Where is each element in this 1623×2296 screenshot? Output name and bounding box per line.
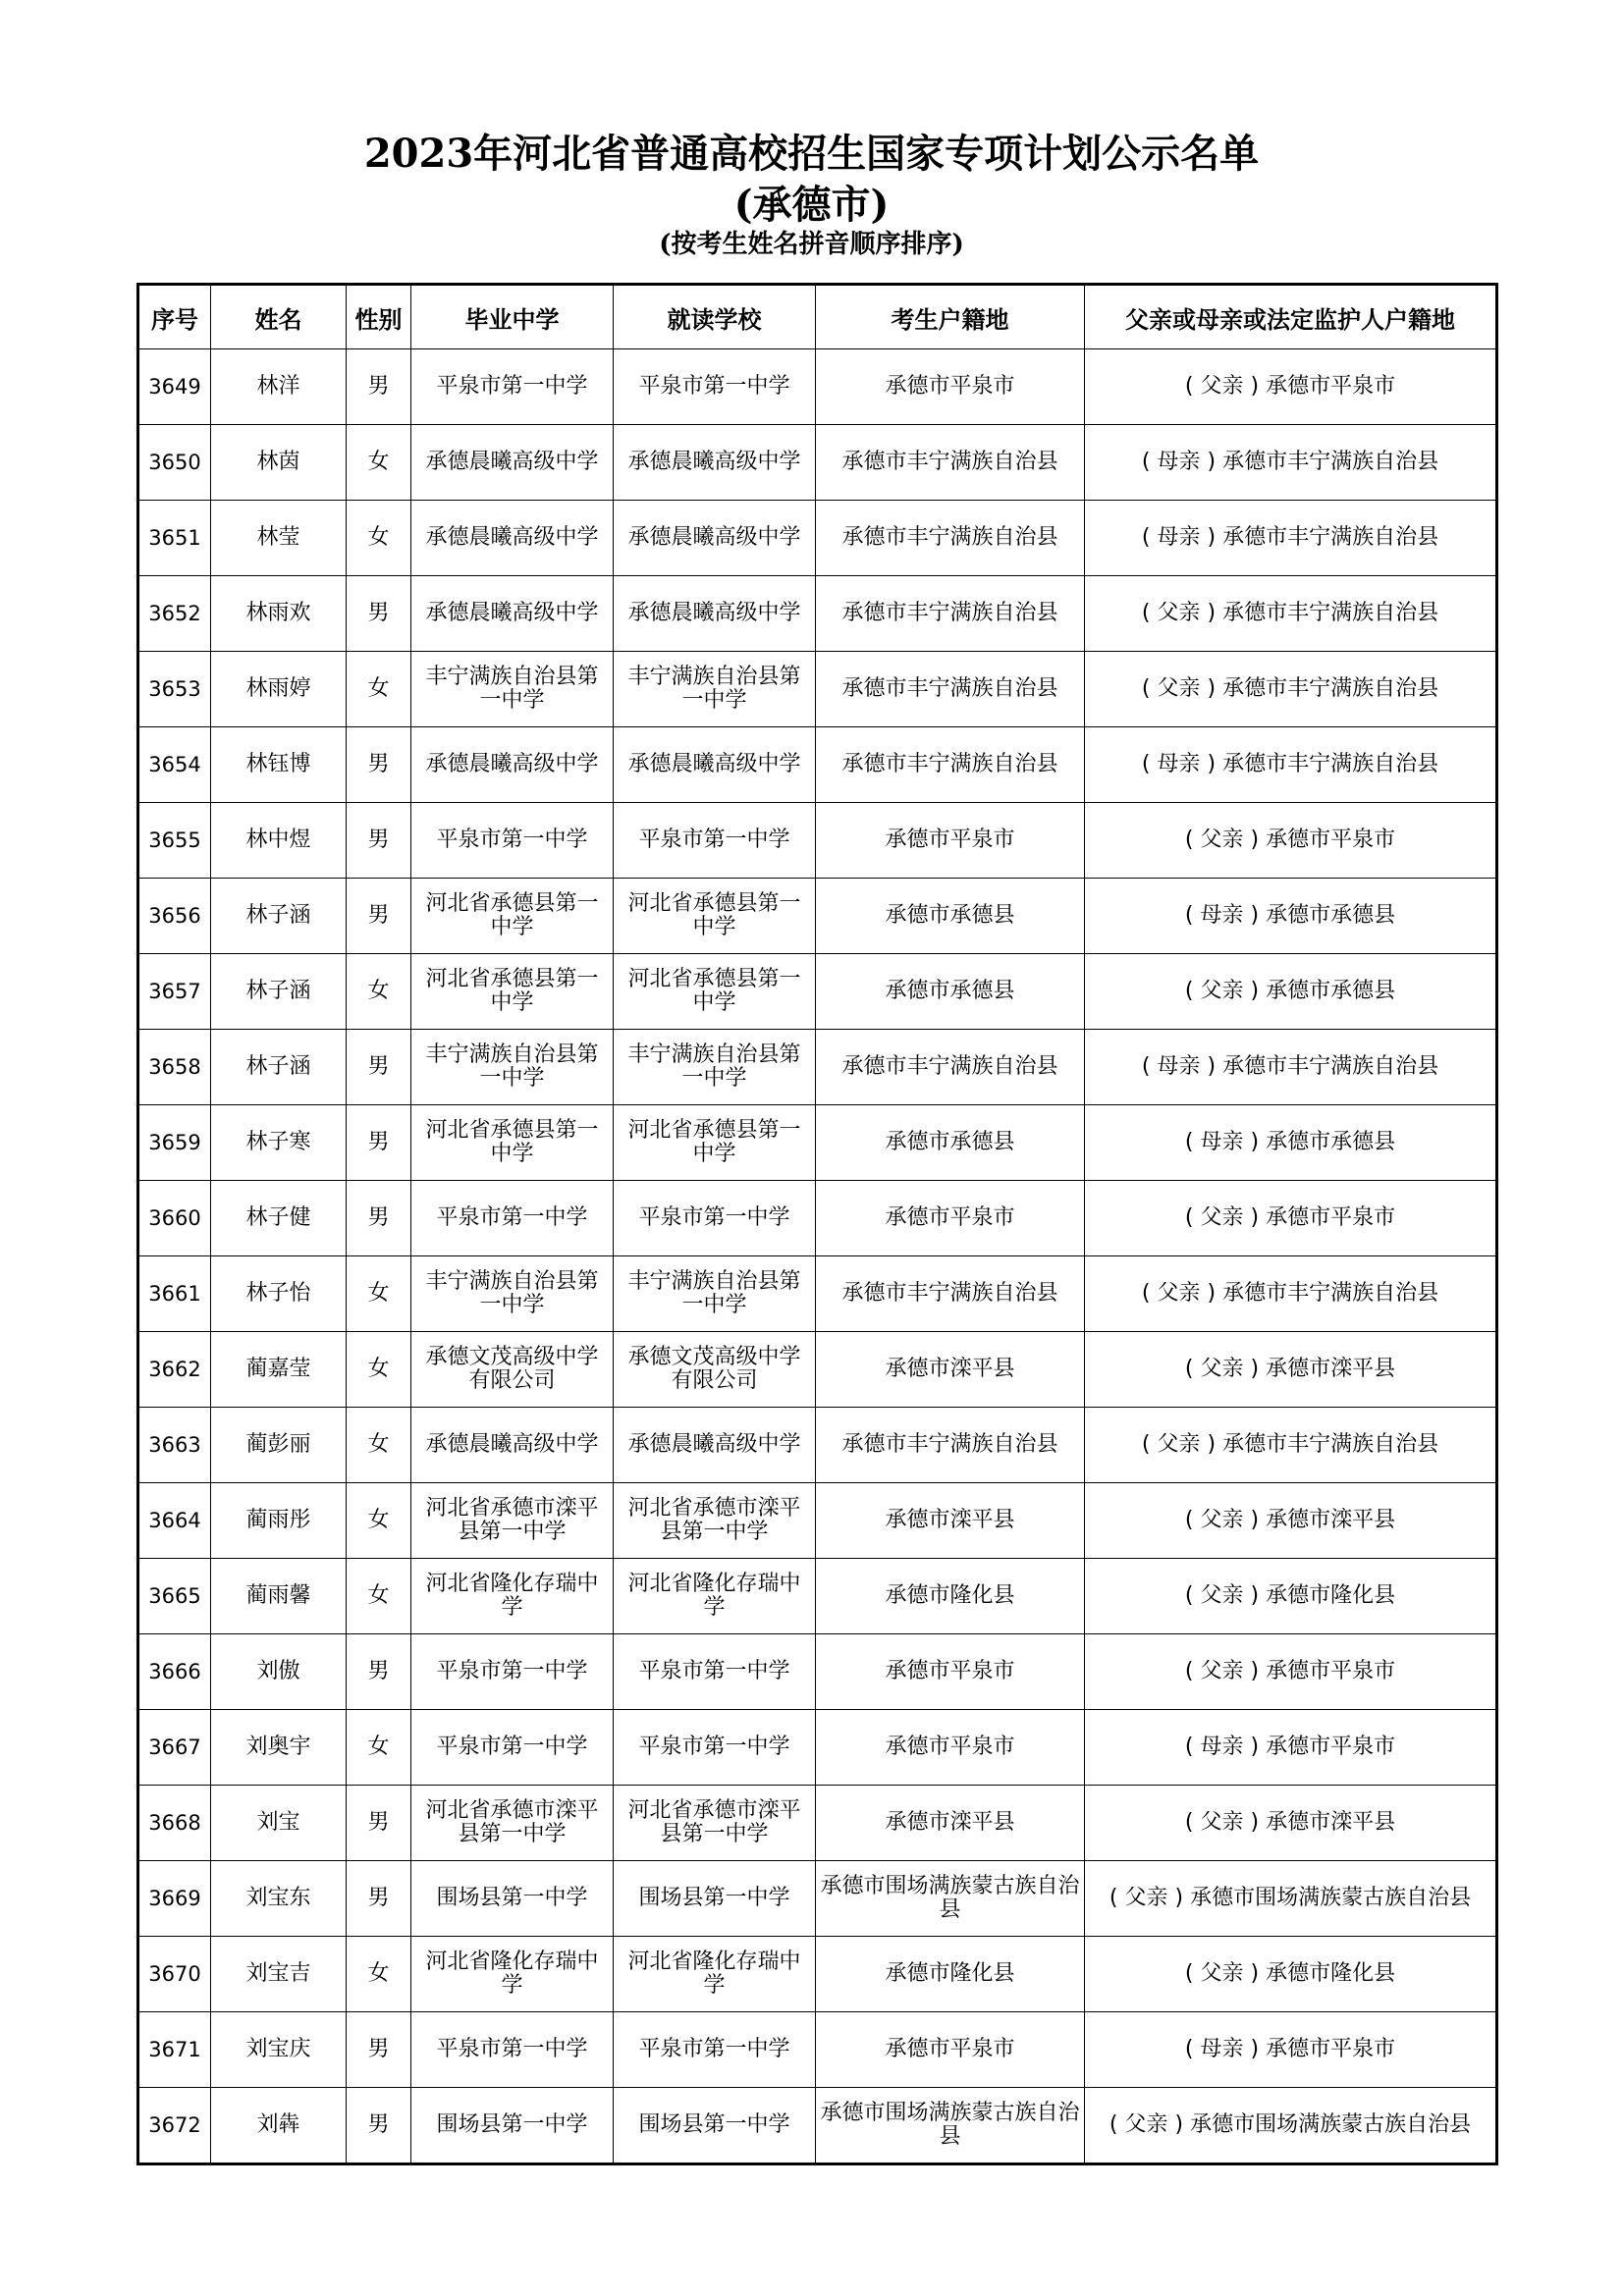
table-row bbox=[138, 879, 1497, 954]
cell-name: 蔺彭丽 bbox=[211, 1408, 347, 1483]
cell-gender: 女 bbox=[347, 652, 411, 727]
cell-seq: 3670 bbox=[138, 1937, 211, 2012]
table-row bbox=[138, 1030, 1497, 1105]
cell-current-school: 河北省承德市滦平县第一中学 bbox=[614, 1483, 816, 1559]
table-row bbox=[138, 954, 1497, 1030]
table-row bbox=[138, 1559, 1497, 1634]
cell-student-household: 承德市平泉市 bbox=[816, 803, 1085, 879]
cell-graduated-school: 承德晨曦高级中学 bbox=[411, 576, 614, 652]
cell-gender: 女 bbox=[347, 1710, 411, 1786]
cell-graduated-school: 承德文茂高级中学有限公司 bbox=[411, 1332, 614, 1408]
cell-graduated-school: 河北省承德县第一中学 bbox=[411, 954, 614, 1030]
header-student-household: 考生户籍地 bbox=[816, 285, 1085, 349]
cell-current-school: 围场县第一中学 bbox=[614, 1861, 816, 1937]
table-row bbox=[138, 1937, 1497, 2012]
cell-name: 林子怡 bbox=[211, 1256, 347, 1332]
cell-current-school: 丰宁满族自治县第一中学 bbox=[614, 1256, 816, 1332]
cell-gender: 男 bbox=[347, 1634, 411, 1710]
cell-graduated-school: 承德晨曦高级中学 bbox=[411, 425, 614, 501]
cell-seq: 3660 bbox=[138, 1181, 211, 1256]
table-row bbox=[138, 652, 1497, 727]
cell-guardian-household: ( 母亲 ) 承德市丰宁满族自治县 bbox=[1085, 727, 1497, 803]
cell-guardian-household: ( 父亲 ) 承德市平泉市 bbox=[1085, 1634, 1497, 1710]
header-graduated-school: 毕业中学 bbox=[411, 285, 614, 349]
sort-order-note: (按考生姓名拼音顺序排序) bbox=[659, 230, 964, 259]
cell-name: 蔺雨馨 bbox=[211, 1559, 347, 1634]
table-row bbox=[138, 803, 1497, 879]
cell-current-school: 承德文茂高级中学有限公司 bbox=[614, 1332, 816, 1408]
cell-seq: 3665 bbox=[138, 1559, 211, 1634]
cell-student-household: 承德市滦平县 bbox=[816, 1332, 1085, 1408]
cell-name: 林中煜 bbox=[211, 803, 347, 879]
cell-current-school: 平泉市第一中学 bbox=[614, 349, 816, 425]
cell-name: 林雨婷 bbox=[211, 652, 347, 727]
cell-graduated-school: 围场县第一中学 bbox=[411, 2088, 614, 2164]
cell-graduated-school: 围场县第一中学 bbox=[411, 1861, 614, 1937]
table-header bbox=[138, 285, 1497, 349]
cell-graduated-school: 平泉市第一中学 bbox=[411, 2012, 614, 2088]
cell-seq: 3669 bbox=[138, 1861, 211, 1937]
header-gender: 性别 bbox=[347, 285, 411, 349]
cell-seq: 3659 bbox=[138, 1105, 211, 1181]
cell-name: 蔺雨彤 bbox=[211, 1483, 347, 1559]
table-row bbox=[138, 2012, 1497, 2088]
cell-student-household: 承德市滦平县 bbox=[816, 1786, 1085, 1861]
table-row bbox=[138, 1483, 1497, 1559]
cell-student-household: 承德市围场满族蒙古族自治县 bbox=[816, 1861, 1085, 1937]
cell-name: 刘傲 bbox=[211, 1634, 347, 1710]
cell-name: 林子涵 bbox=[211, 1030, 347, 1105]
cell-name: 林子健 bbox=[211, 1181, 347, 1256]
cell-current-school: 河北省承德市滦平县第一中学 bbox=[614, 1786, 816, 1861]
cell-student-household: 承德市承德县 bbox=[816, 1105, 1085, 1181]
cell-guardian-household: ( 母亲 ) 承德市丰宁满族自治县 bbox=[1085, 1030, 1497, 1105]
table-row bbox=[138, 1786, 1497, 1861]
cell-guardian-household: ( 父亲 ) 承德市隆化县 bbox=[1085, 1937, 1497, 2012]
cell-student-household: 承德市平泉市 bbox=[816, 2012, 1085, 2088]
cell-current-school: 承德晨曦高级中学 bbox=[614, 425, 816, 501]
cell-seq: 3663 bbox=[138, 1408, 211, 1483]
table-row bbox=[138, 1634, 1497, 1710]
cell-seq: 3664 bbox=[138, 1483, 211, 1559]
table-row bbox=[138, 425, 1497, 501]
cell-graduated-school: 平泉市第一中学 bbox=[411, 1181, 614, 1256]
cell-guardian-household: ( 父亲 ) 承德市围场满族蒙古族自治县 bbox=[1085, 2088, 1497, 2164]
cell-guardian-household: ( 父亲 ) 承德市丰宁满族自治县 bbox=[1085, 576, 1497, 652]
cell-gender: 男 bbox=[347, 1786, 411, 1861]
cell-name: 林雨欢 bbox=[211, 576, 347, 652]
cell-student-household: 承德市滦平县 bbox=[816, 1483, 1085, 1559]
cell-seq: 3672 bbox=[138, 2088, 211, 2164]
cell-graduated-school: 平泉市第一中学 bbox=[411, 1634, 614, 1710]
table-row bbox=[138, 1105, 1497, 1181]
cell-graduated-school: 承德晨曦高级中学 bbox=[411, 501, 614, 576]
cell-graduated-school: 河北省承德市滦平县第一中学 bbox=[411, 1786, 614, 1861]
cell-gender: 男 bbox=[347, 2012, 411, 2088]
cell-current-school: 丰宁满族自治县第一中学 bbox=[614, 1030, 816, 1105]
student-list-table bbox=[136, 283, 1498, 2165]
cell-gender: 女 bbox=[347, 501, 411, 576]
table-row bbox=[138, 2088, 1497, 2164]
cell-seq: 3671 bbox=[138, 2012, 211, 2088]
cell-guardian-household: ( 父亲 ) 承德市平泉市 bbox=[1085, 349, 1497, 425]
cell-gender: 男 bbox=[347, 1181, 411, 1256]
table-row bbox=[138, 1332, 1497, 1408]
cell-seq: 3666 bbox=[138, 1634, 211, 1710]
cell-gender: 男 bbox=[347, 879, 411, 954]
cell-student-household: 承德市丰宁满族自治县 bbox=[816, 1408, 1085, 1483]
header-name: 姓名 bbox=[211, 285, 347, 349]
cell-gender: 男 bbox=[347, 2088, 411, 2164]
cell-student-household: 承德市丰宁满族自治县 bbox=[816, 652, 1085, 727]
cell-student-household: 承德市丰宁满族自治县 bbox=[816, 576, 1085, 652]
header-row bbox=[138, 285, 1497, 349]
cell-current-school: 承德晨曦高级中学 bbox=[614, 727, 816, 803]
table-row bbox=[138, 501, 1497, 576]
cell-seq: 3668 bbox=[138, 1786, 211, 1861]
table-row bbox=[138, 1256, 1497, 1332]
table-row bbox=[138, 1861, 1497, 1937]
cell-gender: 女 bbox=[347, 1937, 411, 2012]
cell-gender: 女 bbox=[347, 1256, 411, 1332]
student-list-table-wrapper bbox=[136, 283, 1498, 2165]
cell-student-household: 承德市围场满族蒙古族自治县 bbox=[816, 2088, 1085, 2164]
cell-student-household: 承德市丰宁满族自治县 bbox=[816, 425, 1085, 501]
cell-guardian-household: ( 父亲 ) 承德市平泉市 bbox=[1085, 1181, 1497, 1256]
table-body bbox=[138, 349, 1497, 2164]
cell-student-household: 承德市平泉市 bbox=[816, 1181, 1085, 1256]
cell-guardian-household: ( 父亲 ) 承德市滦平县 bbox=[1085, 1786, 1497, 1861]
cell-guardian-household: ( 母亲 ) 承德市丰宁满族自治县 bbox=[1085, 501, 1497, 576]
cell-current-school: 平泉市第一中学 bbox=[614, 1181, 816, 1256]
cell-guardian-household: ( 父亲 ) 承德市滦平县 bbox=[1085, 1332, 1497, 1408]
cell-gender: 男 bbox=[347, 1105, 411, 1181]
table-row bbox=[138, 1408, 1497, 1483]
cell-student-household: 承德市丰宁满族自治县 bbox=[816, 1256, 1085, 1332]
cell-graduated-school: 承德晨曦高级中学 bbox=[411, 727, 614, 803]
cell-name: 林子涵 bbox=[211, 879, 347, 954]
cell-student-household: 承德市丰宁满族自治县 bbox=[816, 1030, 1085, 1105]
cell-guardian-household: ( 父亲 ) 承德市滦平县 bbox=[1085, 1483, 1497, 1559]
cell-seq: 3649 bbox=[138, 349, 211, 425]
cell-name: 林子涵 bbox=[211, 954, 347, 1030]
cell-name: 刘犇 bbox=[211, 2088, 347, 2164]
cell-seq: 3667 bbox=[138, 1710, 211, 1786]
cell-name: 林茵 bbox=[211, 425, 347, 501]
cell-guardian-household: ( 父亲 ) 承德市平泉市 bbox=[1085, 803, 1497, 879]
cell-gender: 男 bbox=[347, 1861, 411, 1937]
cell-gender: 女 bbox=[347, 1332, 411, 1408]
cell-graduated-school: 丰宁满族自治县第一中学 bbox=[411, 1256, 614, 1332]
cell-seq: 3653 bbox=[138, 652, 211, 727]
cell-student-household: 承德市平泉市 bbox=[816, 1634, 1085, 1710]
cell-student-household: 承德市平泉市 bbox=[816, 349, 1085, 425]
cell-guardian-household: ( 母亲 ) 承德市平泉市 bbox=[1085, 1710, 1497, 1786]
cell-student-household: 承德市隆化县 bbox=[816, 1937, 1085, 2012]
cell-seq: 3655 bbox=[138, 803, 211, 879]
cell-seq: 3658 bbox=[138, 1030, 211, 1105]
cell-current-school: 平泉市第一中学 bbox=[614, 803, 816, 879]
cell-guardian-household: ( 母亲 ) 承德市平泉市 bbox=[1085, 2012, 1497, 2088]
cell-name: 刘宝庆 bbox=[211, 2012, 347, 2088]
cell-guardian-household: ( 父亲 ) 承德市丰宁满族自治县 bbox=[1085, 652, 1497, 727]
cell-gender: 男 bbox=[347, 727, 411, 803]
cell-current-school: 平泉市第一中学 bbox=[614, 1634, 816, 1710]
header-guardian-household: 父亲或母亲或法定监护人户籍地 bbox=[1085, 285, 1497, 349]
cell-graduated-school: 平泉市第一中学 bbox=[411, 349, 614, 425]
cell-graduated-school: 河北省承德县第一中学 bbox=[411, 879, 614, 954]
cell-name: 林钰博 bbox=[211, 727, 347, 803]
cell-gender: 男 bbox=[347, 1030, 411, 1105]
cell-gender: 男 bbox=[347, 349, 411, 425]
cell-gender: 男 bbox=[347, 576, 411, 652]
cell-seq: 3661 bbox=[138, 1256, 211, 1332]
cell-seq: 3654 bbox=[138, 727, 211, 803]
cell-graduated-school: 平泉市第一中学 bbox=[411, 1710, 614, 1786]
cell-guardian-household: ( 父亲 ) 承德市围场满族蒙古族自治县 bbox=[1085, 1861, 1497, 1937]
cell-guardian-household: ( 父亲 ) 承德市丰宁满族自治县 bbox=[1085, 1256, 1497, 1332]
cell-graduated-school: 平泉市第一中学 bbox=[411, 803, 614, 879]
cell-current-school: 河北省承德县第一中学 bbox=[614, 954, 816, 1030]
header-current-school: 就读学校 bbox=[614, 285, 816, 349]
cell-name: 林子寒 bbox=[211, 1105, 347, 1181]
cell-student-household: 承德市隆化县 bbox=[816, 1559, 1085, 1634]
cell-graduated-school: 河北省承德县第一中学 bbox=[411, 1105, 614, 1181]
cell-seq: 3656 bbox=[138, 879, 211, 954]
cell-seq: 3650 bbox=[138, 425, 211, 501]
cell-guardian-household: ( 父亲 ) 承德市隆化县 bbox=[1085, 1559, 1497, 1634]
cell-student-household: 承德市承德县 bbox=[816, 954, 1085, 1030]
cell-seq: 3657 bbox=[138, 954, 211, 1030]
cell-current-school: 平泉市第一中学 bbox=[614, 1710, 816, 1786]
cell-name: 刘宝吉 bbox=[211, 1937, 347, 2012]
cell-graduated-school: 河北省隆化存瑞中学 bbox=[411, 1559, 614, 1634]
cell-current-school: 河北省隆化存瑞中学 bbox=[614, 1559, 816, 1634]
cell-current-school: 河北省承德县第一中学 bbox=[614, 1105, 816, 1181]
cell-guardian-household: ( 父亲 ) 承德市丰宁满族自治县 bbox=[1085, 1408, 1497, 1483]
cell-name: 刘宝 bbox=[211, 1786, 347, 1861]
cell-gender: 女 bbox=[347, 1408, 411, 1483]
cell-current-school: 承德晨曦高级中学 bbox=[614, 576, 816, 652]
cell-current-school: 承德晨曦高级中学 bbox=[614, 1408, 816, 1483]
cell-guardian-household: ( 母亲 ) 承德市丰宁满族自治县 bbox=[1085, 425, 1497, 501]
cell-graduated-school: 承德晨曦高级中学 bbox=[411, 1408, 614, 1483]
cell-graduated-school: 丰宁满族自治县第一中学 bbox=[411, 1030, 614, 1105]
cell-graduated-school: 河北省隆化存瑞中学 bbox=[411, 1937, 614, 2012]
cell-name: 刘奥宇 bbox=[211, 1710, 347, 1786]
cell-gender: 男 bbox=[347, 803, 411, 879]
cell-guardian-household: ( 母亲 ) 承德市承德县 bbox=[1085, 1105, 1497, 1181]
cell-gender: 女 bbox=[347, 954, 411, 1030]
header-seq: 序号 bbox=[138, 285, 211, 349]
cell-name: 林莹 bbox=[211, 501, 347, 576]
cell-current-school: 丰宁满族自治县第一中学 bbox=[614, 652, 816, 727]
cell-guardian-household: ( 父亲 ) 承德市承德县 bbox=[1085, 954, 1497, 1030]
cell-seq: 3652 bbox=[138, 576, 211, 652]
document-title: 2023年河北省普通高校招生国家专项计划公示名单 bbox=[363, 131, 1260, 177]
cell-student-household: 承德市承德县 bbox=[816, 879, 1085, 954]
table-row bbox=[138, 576, 1497, 652]
table-row bbox=[138, 1710, 1497, 1786]
cell-gender: 女 bbox=[347, 1483, 411, 1559]
cell-seq: 3651 bbox=[138, 501, 211, 576]
cell-current-school: 河北省隆化存瑞中学 bbox=[614, 1937, 816, 2012]
cell-student-household: 承德市平泉市 bbox=[816, 1710, 1085, 1786]
cell-name: 蔺嘉莹 bbox=[211, 1332, 347, 1408]
cell-gender: 女 bbox=[347, 1559, 411, 1634]
cell-guardian-household: ( 母亲 ) 承德市承德县 bbox=[1085, 879, 1497, 954]
cell-name: 林洋 bbox=[211, 349, 347, 425]
cell-current-school: 承德晨曦高级中学 bbox=[614, 501, 816, 576]
cell-name: 刘宝东 bbox=[211, 1861, 347, 1937]
table-row bbox=[138, 349, 1497, 425]
cell-seq: 3662 bbox=[138, 1332, 211, 1408]
cell-graduated-school: 河北省承德市滦平县第一中学 bbox=[411, 1483, 614, 1559]
cell-student-household: 承德市丰宁满族自治县 bbox=[816, 501, 1085, 576]
document-subtitle: (承德市) bbox=[733, 182, 890, 228]
table-row bbox=[138, 727, 1497, 803]
cell-current-school: 平泉市第一中学 bbox=[614, 2012, 816, 2088]
cell-gender: 女 bbox=[347, 425, 411, 501]
cell-student-household: 承德市丰宁满族自治县 bbox=[816, 727, 1085, 803]
cell-current-school: 围场县第一中学 bbox=[614, 2088, 816, 2164]
table-row bbox=[138, 1181, 1497, 1256]
cell-current-school: 河北省承德县第一中学 bbox=[614, 879, 816, 954]
cell-graduated-school: 丰宁满族自治县第一中学 bbox=[411, 652, 614, 727]
